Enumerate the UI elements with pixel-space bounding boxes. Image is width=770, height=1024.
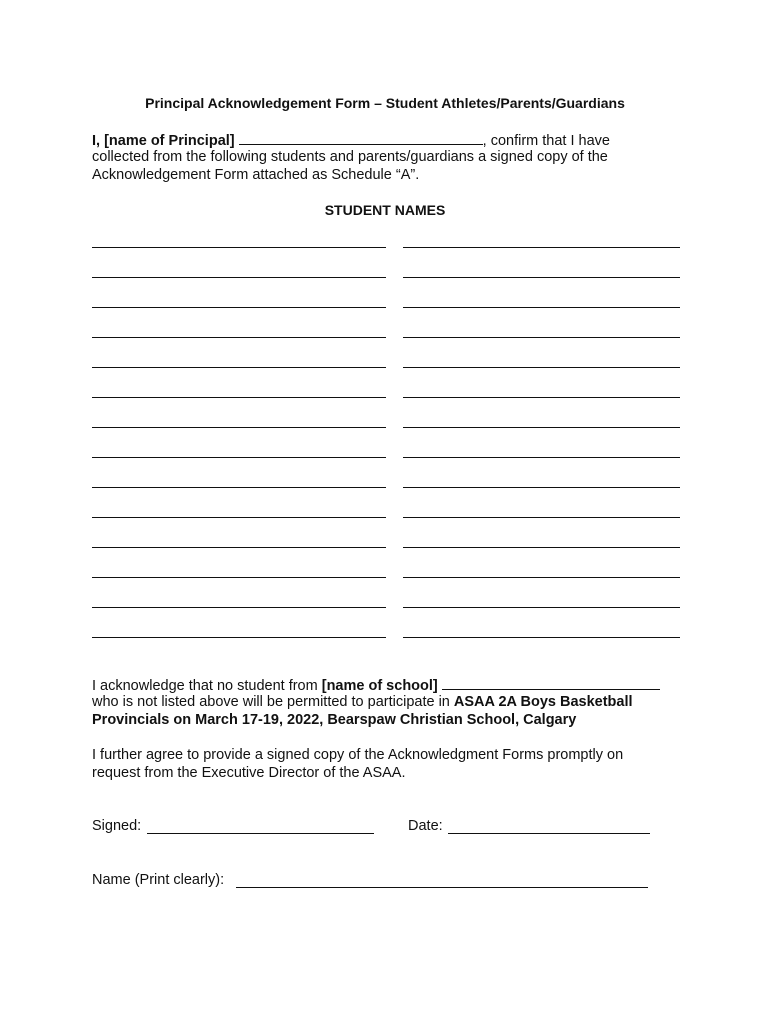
student-name-field-left[interactable] [92,427,386,428]
student-name-field-right[interactable] [403,427,680,428]
form-title: Principal Acknowledgement Form – Student Athletes/Parents/Guardians [145,95,625,111]
student-name-field-left[interactable] [92,247,386,248]
student-name-field-right[interactable] [403,577,680,578]
student-name-field-right[interactable] [403,277,680,278]
intro-line-2: collected from the following students and parents/guardians a signed copy of the [92,149,608,165]
student-name-field-left[interactable] [92,487,386,488]
student-name-field-right[interactable] [403,367,680,368]
student-name-field-left[interactable] [92,367,386,368]
intro-after-blank: , confirm that I have [482,133,610,149]
student-names-heading: STUDENT NAMES [324,202,446,218]
principal-name-blank[interactable] [239,130,483,145]
student-name-field-right[interactable] [403,307,680,308]
date-label: Date: [408,818,443,834]
acknowledge-line2-prefix: who is not listed above will be permitted to participate in [92,694,454,710]
agree-line-2: request from the Executive Director of the ASAA. [92,765,406,781]
intro-line-3: Acknowledgement Form attached as Schedule “A”. [92,167,420,183]
student-name-field-right[interactable] [403,607,680,608]
school-placeholder: [name of school] [321,678,438,694]
event-name-part-2: Provincials on March 17-19, 2022, Bearspaw Christian School, Calgary [92,712,577,728]
student-name-field-left[interactable] [92,307,386,308]
student-name-field-right[interactable] [403,397,680,398]
date-field[interactable] [448,833,650,834]
student-name-field-right[interactable] [403,487,680,488]
event-name-part-1: ASAA 2A Boys Basketball [453,694,633,710]
signature-field[interactable] [147,833,374,834]
student-name-field-right[interactable] [403,457,680,458]
signed-label: Signed: [92,818,142,834]
student-name-field-left[interactable] [92,607,386,608]
student-name-field-left[interactable] [92,517,386,518]
acknowledge-line-1 [92,675,692,695]
school-name-blank[interactable] [442,675,660,690]
print-name-field[interactable] [236,887,648,888]
student-name-field-left[interactable] [92,457,386,458]
student-name-field-right[interactable] [403,247,680,248]
acknowledge-line-2 [92,693,692,711]
student-name-field-left[interactable] [92,547,386,548]
intro-prefix: I, [92,133,105,149]
student-name-field-left[interactable] [92,277,386,278]
intro-line-1 [92,130,692,150]
student-name-field-left[interactable] [92,577,386,578]
student-name-field-left[interactable] [92,637,386,638]
print-name-label: Name (Print clearly): [92,872,225,888]
agree-line-1: I further agree to provide a signed copy of the Acknowledgment Forms promptly on [92,747,624,763]
student-name-field-left[interactable] [92,397,386,398]
student-name-field-right[interactable] [403,547,680,548]
student-name-field-right[interactable] [403,517,680,518]
student-name-field-left[interactable] [92,337,386,338]
student-name-field-right[interactable] [403,337,680,338]
principal-placeholder: [name of Principal] [104,133,235,149]
acknowledge-prefix: I acknowledge that no student from [92,678,322,694]
student-name-field-right[interactable] [403,637,680,638]
